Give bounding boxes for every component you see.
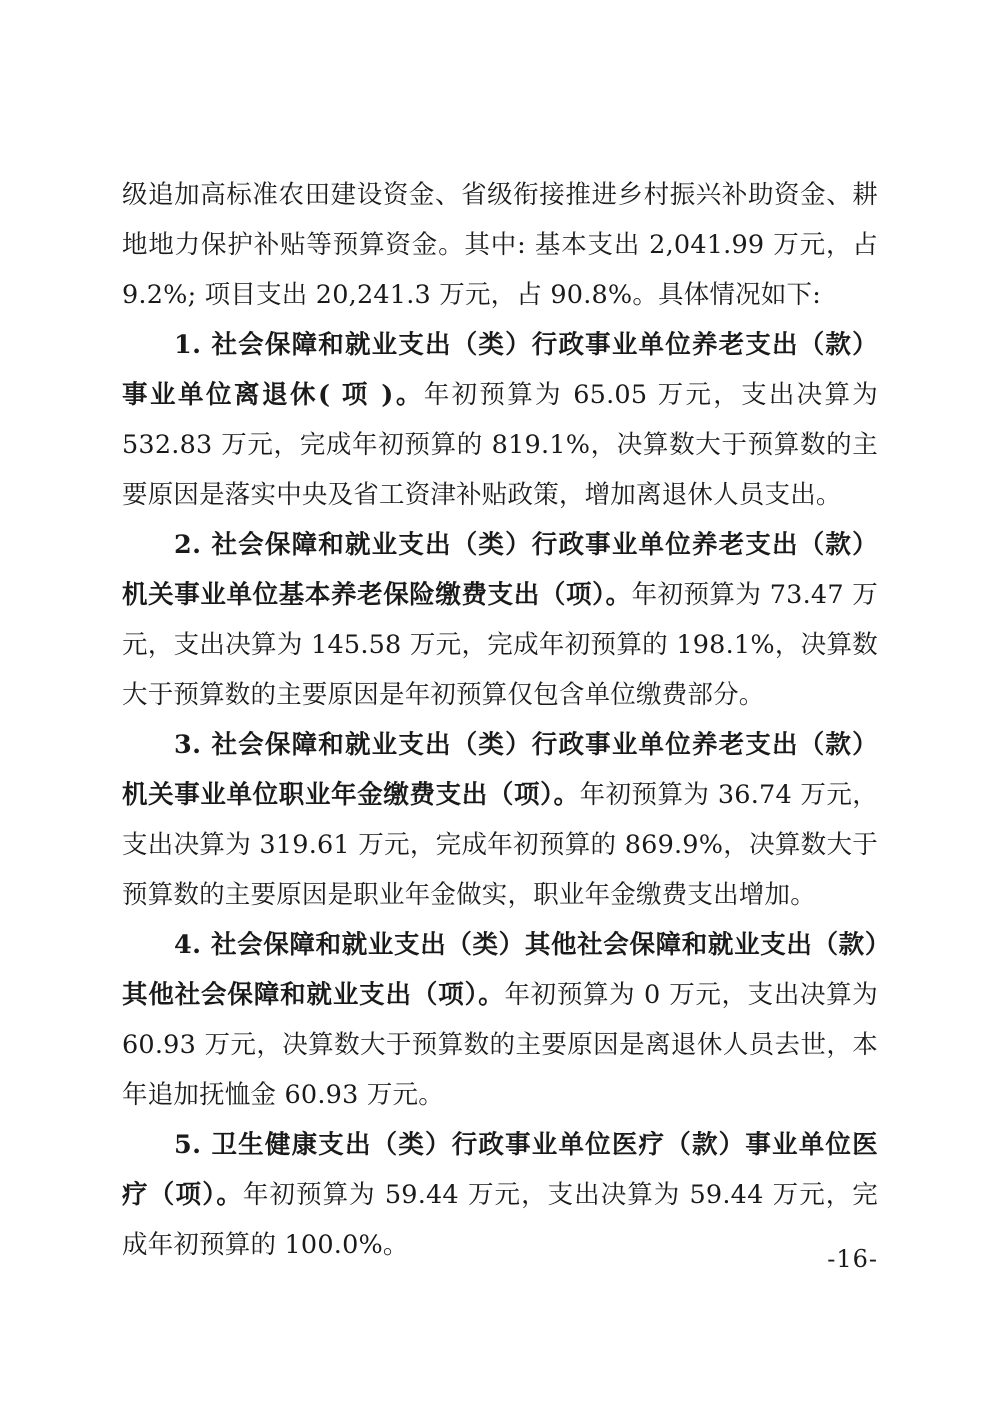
paragraph-heading-run: 3. 社会保障和就业支出（类）行政事业单位养老支出（款）机关事业单位职业年金缴费支出（项）。 [122, 730, 878, 810]
paragraph-text-run: 级追加高标准农田建设资金、省级衔接推进乡村振兴补助资金、耕地地力保护补贴等预算资金。其中: 基本支出 2,041.99 万元，占 9.2%; 项目支出 20,241.3 万元，占 90.8%。具体情况如下: [122, 180, 878, 310]
p-item-2 [122, 520, 878, 720]
paragraph-text-run: 年初预算为 73.47 万元，支出决算为 145.58 万元，完成年初预算的 198.1%，决算数大于预算数的主要原因是年初预算仅包含单位缴费部分。 [122, 580, 878, 710]
paragraph-heading-run: 1. 社会保障和就业支出（类）行政事业单位养老支出（款）事业单位离退休( 项 )。 [122, 330, 878, 410]
page-number: -16- [827, 1245, 878, 1273]
p-item-1 [122, 320, 878, 520]
p-item-3 [122, 720, 878, 920]
paragraph-heading-run: 4. 社会保障和就业支出（类）其他社会保障和就业支出（款）其他社会保障和就业支出（项）。 [122, 930, 878, 1010]
document-body [122, 170, 878, 1270]
p-item-5 [122, 1120, 878, 1270]
paragraph-text-run: 年初预算为 65.05 万元，支出决算为 532.83 万元，完成年初预算的 819.1%，决算数大于预算数的主要原因是落实中央及省工资津补贴政策，增加离退休人员支出。 [122, 380, 878, 510]
paragraph-heading-run: 2. 社会保障和就业支出（类）行政事业单位养老支出（款）机关事业单位基本养老保险缴费支出（项）。 [122, 530, 878, 610]
paragraph-text-run: 年初预算为 59.44 万元，支出决算为 59.44 万元，完成年初预算的 100.0%。 [122, 1180, 878, 1260]
p-continued [122, 170, 878, 320]
paragraph-text-run: 年初预算为 36.74 万元，支出决算为 319.61 万元，完成年初预算的 869.9%，决算数大于预算数的主要原因是职业年金做实，职业年金缴费支出增加。 [122, 780, 878, 910]
p-item-4 [122, 920, 878, 1120]
paragraph-text-run: 年初预算为 0 万元，支出决算为 60.93 万元，决算数大于预算数的主要原因是离退休人员去世，本年追加抚恤金 60.93 万元。 [122, 980, 878, 1110]
paragraph-heading-run: 5. 卫生健康支出（类）行政事业单位医疗（款）事业单位医疗（项）。 [122, 1130, 878, 1210]
